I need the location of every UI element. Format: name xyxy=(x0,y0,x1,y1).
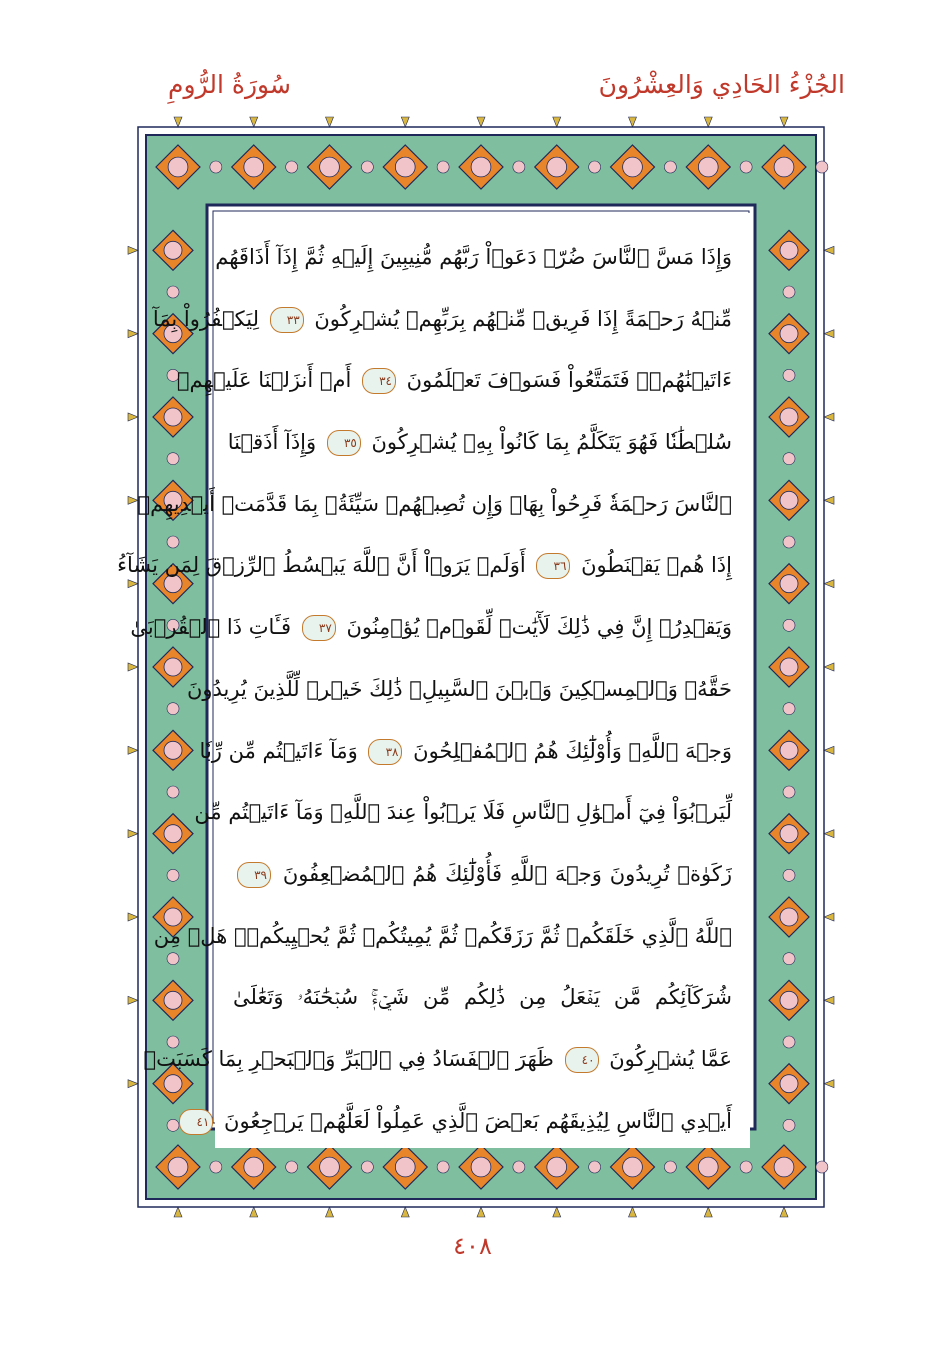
page-number: ٤٠٨ xyxy=(453,1232,492,1260)
verse-text: زَكَوٰةٖ تُرِيدُونَ وَجۡهَ ٱللَّهِ فَأُوْلَٰٓئِكَ هُمُ ٱلۡمُضۡعِفُونَ xyxy=(275,861,732,886)
flower-right xyxy=(783,536,795,548)
ayah-number-marker: ٣٤ xyxy=(362,368,396,394)
flower-right xyxy=(783,953,795,965)
spike-left xyxy=(128,746,138,754)
verse-line xyxy=(196,1091,732,1153)
spike-bottom xyxy=(477,1207,485,1217)
medallion-center xyxy=(395,157,415,177)
text-panel xyxy=(117,213,750,1148)
spike-bottom xyxy=(250,1207,258,1217)
flower-bottom xyxy=(210,1161,222,1173)
ayah-number-marker: ٤٠ xyxy=(565,1047,599,1073)
ayah-number-marker: ٣٦ xyxy=(536,553,570,579)
flower-right xyxy=(783,619,795,631)
spike-top xyxy=(401,117,409,127)
verse-line xyxy=(215,227,732,289)
ayah-number-marker: ٣٩ xyxy=(237,862,271,888)
spike-left xyxy=(128,413,138,421)
medallion-center xyxy=(164,658,182,676)
medallion-center xyxy=(780,825,798,843)
flower-left xyxy=(167,869,179,881)
medallion-center xyxy=(780,991,798,1009)
flower-right xyxy=(783,453,795,465)
spike-left xyxy=(128,330,138,338)
flower-bottom xyxy=(816,1161,828,1173)
verse-text: ءَاتَيۡنَٰهُمۡۚ فَتَمَتَّعُواْ فَسَوۡفَ تَعۡلَمُونَ xyxy=(400,368,732,393)
verse-line xyxy=(233,844,732,906)
medallion-center xyxy=(780,491,798,509)
verse-line xyxy=(137,474,732,536)
medallion-center xyxy=(774,157,794,177)
flower-top xyxy=(740,161,752,173)
medallion-center xyxy=(780,575,798,593)
medallion-center xyxy=(774,1157,794,1177)
flower-top xyxy=(286,161,298,173)
medallion-center xyxy=(780,658,798,676)
verse-text: أَمۡ أَنزَلۡنَا عَلَيۡهِمۡ xyxy=(176,368,358,393)
spike-right xyxy=(824,330,834,338)
spike-top xyxy=(477,117,485,127)
ayah-number-marker: ٣٨ xyxy=(368,739,402,765)
flower-bottom xyxy=(664,1161,676,1173)
verse-text: عَمَّا يُشۡرِكُونَ xyxy=(602,1046,732,1071)
medallion-center xyxy=(623,1157,643,1177)
spike-left xyxy=(128,913,138,921)
medallion-center xyxy=(168,1157,188,1177)
spike-top xyxy=(174,117,182,127)
verse-line xyxy=(194,782,732,844)
verse-line xyxy=(233,967,732,1029)
spike-bottom xyxy=(780,1207,788,1217)
medallion-center xyxy=(780,908,798,926)
medallion-center xyxy=(164,825,182,843)
ayah-number-marker: ٣٥ xyxy=(327,430,361,456)
flower-bottom xyxy=(513,1161,525,1173)
verse-line xyxy=(199,721,732,783)
spike-bottom xyxy=(553,1207,561,1217)
spike-right xyxy=(824,830,834,838)
flower-bottom xyxy=(437,1161,449,1173)
spike-left xyxy=(128,496,138,504)
flower-top xyxy=(437,161,449,173)
flower-right xyxy=(783,1119,795,1131)
medallion-center xyxy=(471,1157,491,1177)
medallion-center xyxy=(780,408,798,426)
medallion-center xyxy=(623,157,643,177)
medallion-center xyxy=(780,1075,798,1093)
flower-top xyxy=(664,161,676,173)
medallion-center xyxy=(244,1157,264,1177)
ayah-number-marker: ٤١ xyxy=(179,1109,213,1135)
spike-bottom xyxy=(174,1207,182,1217)
verse-text: إِذَا هُمۡ يَقۡنَطُونَ xyxy=(574,553,732,578)
verse-text: لِيَكۡفُرُواْ بِمَآ xyxy=(152,306,266,331)
spike-right xyxy=(824,246,834,254)
spike-top xyxy=(780,117,788,127)
spike-left xyxy=(128,996,138,1004)
spike-left xyxy=(128,1080,138,1088)
medallion-center xyxy=(164,741,182,759)
flower-right xyxy=(783,869,795,881)
flower-top xyxy=(816,161,828,173)
spike-left xyxy=(128,830,138,838)
flower-right xyxy=(783,1036,795,1048)
verse-text: أَوَلَمۡ يَرَوۡاْ أَنَّ ٱللَّهَ يَبۡسُطُ ٱلرِّزۡقَ لِمَن يَشَآءُ xyxy=(117,553,533,578)
spike-top xyxy=(553,117,561,127)
flower-bottom xyxy=(589,1161,601,1173)
medallion-center xyxy=(320,157,340,177)
spike-right xyxy=(824,580,834,588)
verse-text: لِّيَرۡبُوَاْ فِيٓ أَمۡوَٰلِ ٱلنَّاسِ فَلَا يَرۡبُواْ عِندَ ٱللَّهِۖ وَمَآ ءَاتَيۡتُم مِّن xyxy=(194,800,732,825)
flower-bottom xyxy=(286,1161,298,1173)
verse-line xyxy=(130,597,732,659)
medallion-center xyxy=(698,1157,718,1177)
flower-left xyxy=(167,453,179,465)
verse-line xyxy=(117,535,732,597)
verse-text: حَقَّهُۥ وَٱلۡمِسۡكِينَ وَٱبۡنَ ٱلسَّبِيلِۚ ذَٰلِكَ خَيۡرٞ لِّلَّذِينَ يُرِيدُونَ xyxy=(186,676,732,701)
flower-right xyxy=(783,286,795,298)
spike-right xyxy=(824,1080,834,1088)
flower-right xyxy=(783,786,795,798)
flower-top xyxy=(589,161,601,173)
flower-bottom xyxy=(361,1161,373,1173)
spike-right xyxy=(824,913,834,921)
medallion-center xyxy=(164,241,182,259)
medallion-center xyxy=(320,1157,340,1177)
spike-bottom xyxy=(629,1207,637,1217)
spike-right xyxy=(824,413,834,421)
verse-text: وَإِذَآ أَذَقۡنَا xyxy=(227,430,323,455)
spike-top xyxy=(250,117,258,127)
spike-right xyxy=(824,496,834,504)
medallion-center xyxy=(780,325,798,343)
medallion-center xyxy=(471,157,491,177)
medallion-center xyxy=(244,157,264,177)
spike-top xyxy=(326,117,334,127)
verse-line xyxy=(152,289,732,351)
medallion-center xyxy=(780,241,798,259)
spike-right xyxy=(824,663,834,671)
flower-left xyxy=(167,786,179,798)
medallion-center xyxy=(780,741,798,759)
medallion-center xyxy=(168,157,188,177)
ayah-number-marker: ٣٧ xyxy=(302,615,336,641)
verse-text: ظَهَرَ ٱلۡفَسَادُ فِي ٱلۡبَرِّ وَٱلۡبَحۡرِ بِمَا كَسَبَتۡ xyxy=(143,1046,561,1071)
spike-bottom xyxy=(401,1207,409,1217)
spike-left xyxy=(128,246,138,254)
verse-text: وَمَآ ءَاتَيۡتُم مِّن رِّبٗا xyxy=(199,738,365,763)
verse-text: وَإِذَا مَسَّ ٱلنَّاسَ ضُرّٞ دَعَوۡاْ رَبَّهُم مُّنِيبِينَ إِلَيۡهِ ثُمَّ إِذَآ أَذَاقَهُم xyxy=(215,245,732,269)
medallion-center xyxy=(698,157,718,177)
verse-text: ٱلنَّاسَ رَحۡمَةٗ فَرِحُواْ بِهَاۖ وَإِن تُصِبۡهُمۡ سَيِّئَةُۢ بِمَا قَدَّمَتۡ أَيۡدِيهِمۡ xyxy=(137,491,732,516)
verse-text: وَيَقۡدِرُۚ إِنَّ فِي ذَٰلِكَ لَأٓيَٰتٖ لِّقَوۡمٖ يُؤۡمِنُونَ xyxy=(339,615,732,640)
flower-top xyxy=(361,161,373,173)
verse-text: وَجۡهَ ٱللَّهِۖ وَأُوْلَٰٓئِكَ هُمُ ٱلۡمُفۡلِحُونَ xyxy=(406,738,732,763)
verse-line xyxy=(176,350,732,412)
spike-top xyxy=(704,117,712,127)
flower-left xyxy=(167,703,179,715)
ayah-number-marker: ٣٣ xyxy=(270,307,304,333)
verse-text: فَـَٔاتِ ذَا ٱلۡقُرۡبَىٰ xyxy=(130,615,298,640)
verse-text: مِّنۡهُ رَحۡمَةً إِذَا فَرِيقٞ مِّنۡهُم بِرَبِّهِمۡ يُشۡرِكُونَ xyxy=(307,306,732,331)
verse-text: أَيۡدِي ٱلنَّاسِ لِيُذِيقَهُم بَعۡضَ ٱلَّذِي عَمِلُواْ لَعَلَّهُمۡ يَرۡجِعُونَ xyxy=(217,1108,732,1133)
juz-name: الجُزْءُ الحَادِي وَالعِشْرُونَ xyxy=(598,70,845,99)
spike-right xyxy=(824,746,834,754)
spike-right xyxy=(824,996,834,1004)
flower-bottom xyxy=(740,1161,752,1173)
verse-text: سُلۡطَٰنٗا فَهُوَ يَتَكَلَّمُ بِمَا كَانُواْ بِهِۦ يُشۡرِكُونَ xyxy=(364,430,732,455)
flower-top xyxy=(210,161,222,173)
verse-line xyxy=(153,906,732,968)
spike-left xyxy=(128,663,138,671)
medallion-center xyxy=(395,1157,415,1177)
verse-line xyxy=(227,412,732,474)
medallion-center xyxy=(547,1157,567,1177)
spike-bottom xyxy=(326,1207,334,1217)
verse-line xyxy=(186,659,732,721)
verse-text: شُرَكَآئِكُم مَّن يَفۡعَلُ مِن ذَٰلِكُم مِّن شَيۡءٖۚ سُبۡحَٰنَهُۥ وَتَعَٰلَىٰ xyxy=(233,985,732,1010)
flower-top xyxy=(513,161,525,173)
medallion-center xyxy=(547,157,567,177)
flower-right xyxy=(783,703,795,715)
verse-text: ٱللَّهُ ٱلَّذِي خَلَقَكُمۡ ثُمَّ رَزَقَكُمۡ ثُمَّ يُمِيتُكُمۡ ثُمَّ يُحۡيِيكُمۡۖ هَلۡ مِن xyxy=(153,923,732,948)
medallion-center xyxy=(164,991,182,1009)
surah-name: سُورَةُ الرُّومِ xyxy=(168,70,291,99)
spike-bottom xyxy=(704,1207,712,1217)
flower-right xyxy=(783,369,795,381)
verse-line xyxy=(143,1029,732,1091)
spike-top xyxy=(629,117,637,127)
